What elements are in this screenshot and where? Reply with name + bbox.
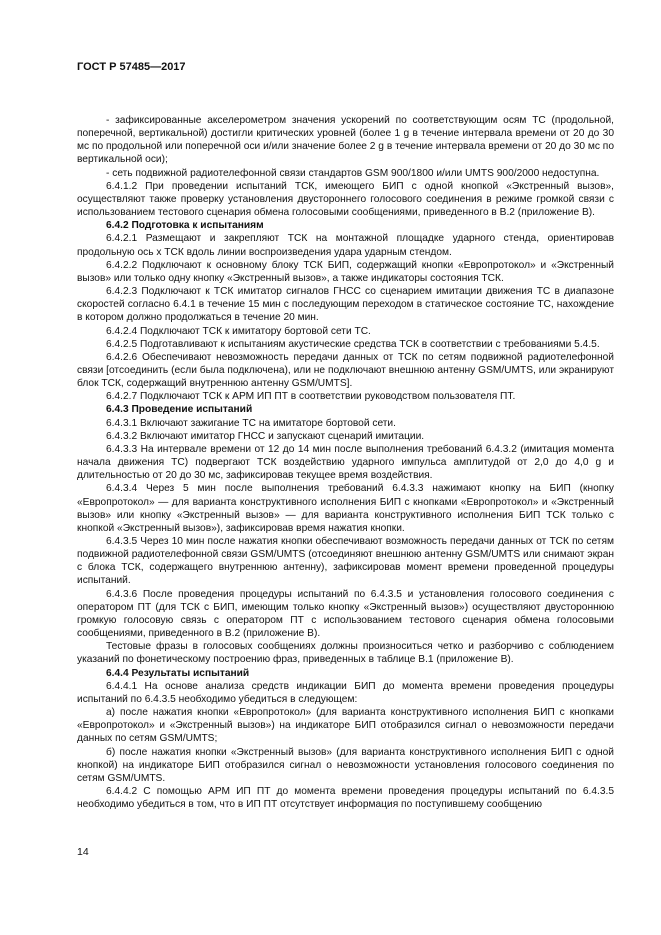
paragraph: 6.4.2.1 Размещают и закрепляют ТСК на монтажной площадке ударного стенда, ориентировав продольную ось х ТСК вдоль линии воспроизведения удара ударным стендом. <box>77 233 614 258</box>
section-heading: 6.4.2 Подготовка к испытаниям <box>106 220 264 232</box>
paragraph: 6.4.2.6 Обеспечивают невозможность передачи данных от ТСК по сетям подвижной радиотелефонной связи [отсоединить (если была подключена), или не подключают внешнюю антенну GSM/UMTS, или экранируют блок ТСК, содержащий внутреннюю антенну GSM/UMTS]. <box>77 351 614 390</box>
paragraph: - сеть подвижной радиотелефонной связи стандартов GSM 900/1800 и/или UMTS 900/2000 недоступна. <box>106 167 600 179</box>
paragraph: 6.4.2.5 Подготавливают к испытаниям акустические средства ТСК в соответствии с требованиями 5.4.5. <box>106 338 600 350</box>
paragraph: Тестовые фразы в голосовых сообщениях должны произноситься четко и разборчиво с соблюдением указаний по фонетическому построению фраз, приведенных в таблице В.1 (приложение В). <box>77 641 614 666</box>
paragraph: 6.4.3.1 Включают зажигание ТС на имитаторе бортовой сети. <box>106 417 396 429</box>
section-heading: 6.4.3 Проведение испытаний <box>106 404 253 416</box>
paragraph: 6.4.2.4 Подключают ТСК к имитатору бортовой сети ТС. <box>106 325 371 337</box>
paragraph: 6.4.3.2 Включают имитатор ГНСС и запускают сценарий имитации. <box>106 430 425 442</box>
paragraph: 6.4.3.6 После проведения процедуры испытаний по 6.4.3.5 и установления голосового соединения с оператором ПТ (для ТСК с БИП, имеющим только кнопку «Экстренный вызов») осуществляют двустороннюю громкую голосовую связь с оператором ПТ с использованием тестового сценария обмена голосовыми сообщениями, приведенного в В.2 (приложение В). <box>77 588 614 640</box>
standard-header: ГОСТ Р 57485—2017 <box>77 61 186 73</box>
paragraph: 6.4.4.2 С помощью АРМ ИП ПТ до момента времени проведения процедуры испытаний по 6.4.3.5 необходимо убедиться в том, что в ИП ПТ отсутствует информация по поступившему сообщению <box>77 785 614 811</box>
document-body <box>77 114 614 811</box>
section-heading: 6.4.4 Результаты испытаний <box>106 667 250 679</box>
paragraph: - зафиксированные акселерометром значения ускорений по соответствующим осям ТС (продольной, поперечной, вертикальной) достигли критических уровней (более 1 g в течение интервала времени от 20 до 30 мс по продольной или поперечной оси и/или значение более 2 g в течение интервала времени от 20 до 30 мс по вертикальной оси); <box>77 115 614 166</box>
paragraph: 6.4.4.1 На основе анализа средств индикации БИП до момента времени проведения процедуры испытаний по 6.4.3.5 необходимо убедиться в следующем: <box>77 680 614 705</box>
paragraph: 6.4.3.4 Через 5 мин после выполнения требований 6.4.3.3 нажимают кнопку на БИП (кнопку «Европротокол» — для варианта конструктивного исполнения БИП с кнопками «Европротокол» и «Экстренный вызов» или кнопку «Экстренный вызов» — для варианта конструктивного исполнения БИП ТСК только с кнопкой «Экстренный вызов»), зафиксировав время нажатия кнопки. <box>77 483 614 534</box>
paragraph: 6.4.3.3 На интервале времени от 12 до 14 мин после выполнения требований 6.4.3.2 (имитация момента начала движения ТС) подвергают ТСК воздействию ударного импульса амплитудой от 2,0 до 4,0 g и длительностью от 20 до 30 мс, зафиксировав текущее время воздействия. <box>77 443 614 482</box>
paragraph: 6.4.1.2 При проведении испытаний ТСК, имеющего БИП с одной кнопкой «Экстренный вызов», осуществляют также проверку установления двустороннего голосового соединения в режиме громкой связи с использованием тестового сценария обмена голосовыми сообщениями, приведенного в В.2 (приложение В). <box>77 180 614 219</box>
page-number: 14 <box>77 846 89 858</box>
paragraph: а) после нажатия кнопки «Европротокол» (для варианта конструктивного исполнения БИП с кнопками «Европротокол» и «Экстренный вызов») на индикаторе БИП отобразился сигнал о невозможности передачи данных по сетям GSM/UMTS; <box>77 707 614 745</box>
paragraph: 6.4.2.2 Подключают к основному блоку ТСК БИП, содержащий кнопки «Европротокол» и «Экстренный вызов» или только одну кнопку «Экстренный вызов», а также индикаторы состояния ТСК. <box>77 259 614 284</box>
paragraph: б) после нажатия кнопки «Экстренный вызов» (для варианта конструктивного исполнения БИП с одной кнопкой) на индикаторе БИП отобразился сигнал о невозможности установления голосового соединения по сетям GSM/UMTS. <box>77 746 614 784</box>
paragraph: 6.4.2.7 Подключают ТСК к АРМ ИП ПТ в соответствии руководством пользователя ПТ. <box>106 391 516 403</box>
paragraph: 6.4.2.3 Подключают к ТСК имитатор сигналов ГНСС со сценарием имитации движения ТС в диапазоне скоростей согласно 6.4.1 в течение 15 мин с последующим переходом в статическое состояние ТС, нахождение в котором должно продолжаться в течение 20 мин. <box>77 286 614 324</box>
paragraph: 6.4.3.5 Через 10 мин после нажатия кнопки обеспечивают возможность передачи данных от ТСК по сетям подвижной радиотелефонной связи GSM/UMTS (отсоединяют внешнюю антенну GSM/UMTS или снимают экран с блока ТСК, содержащего внутреннюю антенну), зафиксировав момент времени проведенной процедуры испытаний. <box>77 536 614 587</box>
